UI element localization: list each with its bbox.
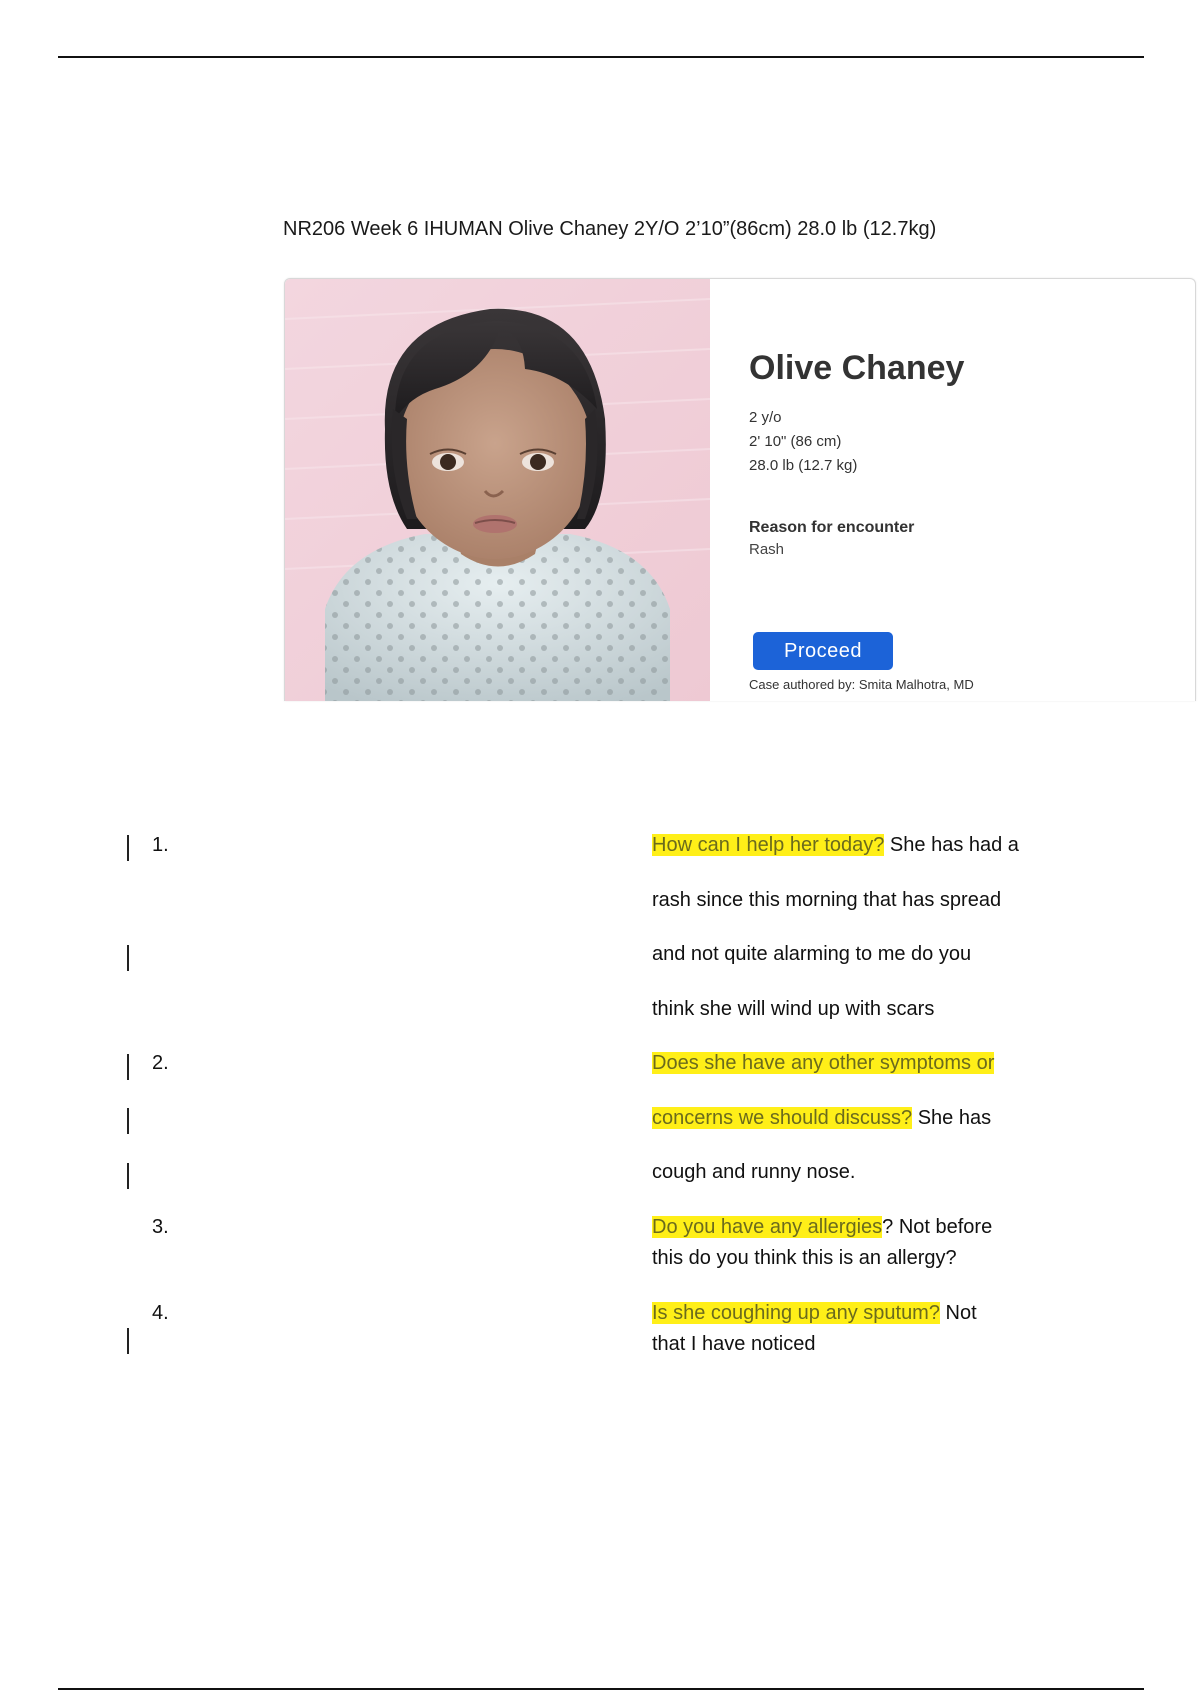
patient-portrait	[285, 279, 710, 701]
answer-text: rash since this morning that has spread	[652, 889, 1002, 911]
revision-bar	[127, 835, 129, 861]
patient-weight: 28.0 lb (12.7 kg)	[749, 457, 858, 474]
answer-text: and not quite alarming to me do you	[652, 943, 972, 965]
answer-text: ? Not before	[882, 1216, 993, 1238]
answer-text: think she will wind up with scars	[652, 998, 935, 1020]
patient-info	[749, 279, 1169, 701]
question-text: Does she have any other symptoms or	[652, 1052, 995, 1074]
revision-bar	[127, 1328, 129, 1354]
revision-bar	[127, 1108, 129, 1134]
patient-name: Olive Chaney	[749, 349, 965, 387]
list-item-number: 1.	[152, 834, 169, 856]
list-item-number: 4.	[152, 1302, 169, 1324]
list-item-number: 2.	[152, 1052, 169, 1074]
case-author: Case authored by: Smita Malhotra, MD	[749, 677, 974, 692]
answer-text: that I have noticed	[652, 1333, 816, 1355]
answer-text: She has had a	[884, 834, 1019, 856]
patient-card	[284, 278, 1196, 701]
question-text: How can I help her today?	[652, 834, 885, 856]
answer-text: She has	[912, 1107, 992, 1129]
patient-height: 2' 10" (86 cm)	[749, 433, 842, 450]
question-text: Do you have any allergies	[652, 1216, 883, 1238]
answer-text: Not	[939, 1302, 977, 1324]
list-item-number: 3.	[152, 1216, 169, 1238]
revision-bar	[127, 1163, 129, 1189]
answer-text: cough and runny nose.	[652, 1161, 856, 1183]
answer-text: this do you think this is an allergy?	[652, 1247, 957, 1269]
question-text: concerns we should discuss?	[652, 1107, 913, 1129]
reason-label: Reason for encounter	[749, 519, 915, 536]
header-rule	[58, 56, 1144, 58]
patient-age: 2 y/o	[749, 409, 782, 426]
revision-bar	[127, 945, 129, 971]
question-text: Is she coughing up any sputum?	[652, 1302, 940, 1324]
document-title: NR206 Week 6 IHUMAN Olive Chaney 2Y/O 2’10”(86cm) 28.0 lb (12.7kg)	[283, 218, 937, 240]
reason-value: Rash	[749, 541, 785, 558]
revision-bar	[127, 1054, 129, 1080]
proceed-button[interactable]: Proceed	[753, 632, 893, 670]
footer-rule	[58, 1688, 1144, 1690]
